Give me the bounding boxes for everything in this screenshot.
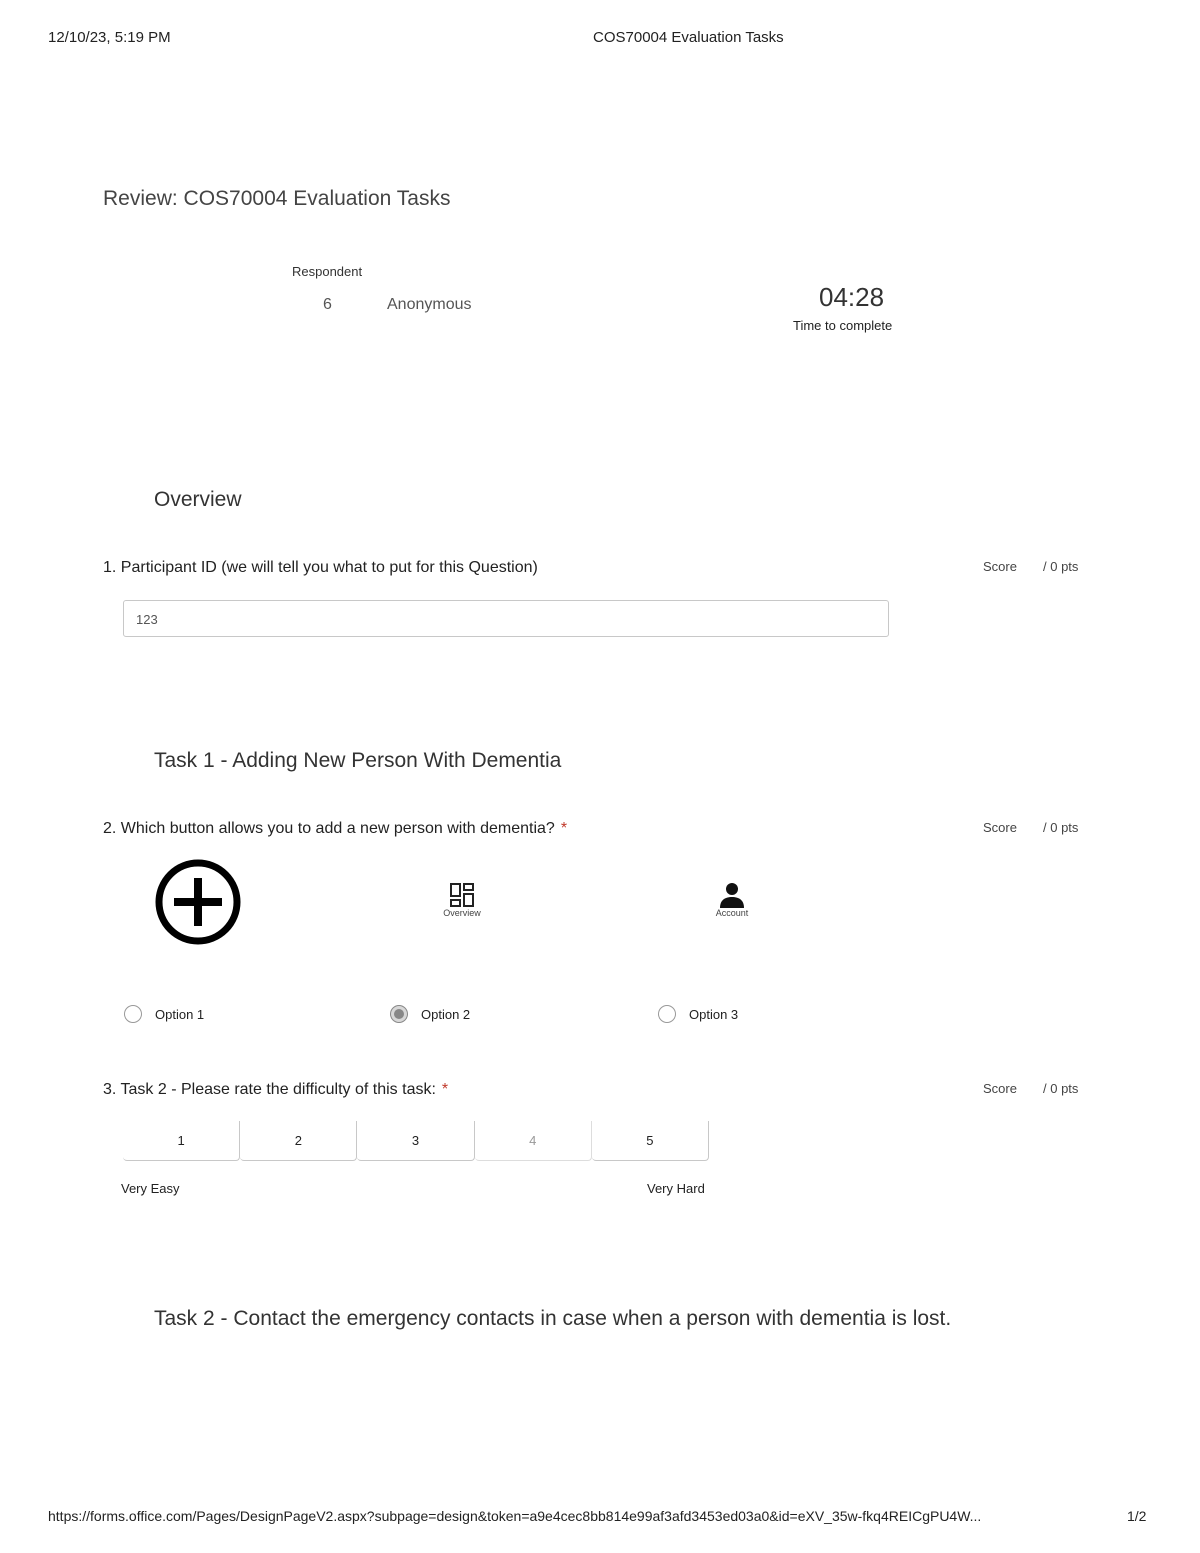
required-mark: * [441, 1081, 449, 1098]
participant-id-field[interactable]: 123 [123, 600, 889, 637]
question-3-points: / 0 pts [1043, 1081, 1079, 1096]
rating-option-2[interactable]: 2 [240, 1121, 357, 1161]
respondent-label: Respondent [292, 264, 363, 279]
print-datetime: 12/10/23, 5:19 PM [48, 29, 171, 46]
question-2-score-label: Score [983, 820, 1017, 835]
time-to-complete-label: Time to complete [793, 318, 893, 333]
option-1-label: Option 1 [155, 1006, 205, 1022]
print-page-number: 1/2 [1127, 1508, 1147, 1524]
option-2-radio[interactable] [390, 1005, 408, 1023]
rating-option-1[interactable]: 1 [123, 1121, 240, 1161]
overview-grid-icon [449, 882, 475, 908]
option-2-label: Option 2 [421, 1006, 471, 1022]
rating-option-5[interactable]: 5 [592, 1121, 709, 1161]
rating-low-label: Very Easy [121, 1181, 180, 1196]
respondent-number: 6 [323, 296, 332, 313]
rating-option-3[interactable]: 3 [357, 1121, 474, 1161]
question-3-text [103, 1081, 448, 1099]
time-to-complete-value: 04:28 [819, 282, 885, 312]
option-1[interactable] [124, 1005, 204, 1023]
option-3-radio[interactable] [658, 1005, 676, 1023]
option-3-label: Option 3 [689, 1006, 739, 1022]
option-3[interactable] [658, 1005, 738, 1023]
section-overview: Overview [154, 488, 242, 511]
question-2-points: / 0 pts [1043, 820, 1079, 835]
question-1-score-label: Score [983, 559, 1017, 574]
print-url: https://forms.office.com/Pages/DesignPageV2.aspx?subpage=design&token=a9e4cec8bb814e99af3afd3453ed03a0&id=eXV_35w-fkq4REICgPU4W... [48, 1508, 982, 1524]
account-image [702, 882, 762, 918]
question-1-points: / 0 pts [1043, 559, 1079, 574]
account-caption: Account [715, 908, 749, 918]
option-1-radio[interactable] [124, 1005, 142, 1023]
question-2-text [103, 820, 567, 838]
question-2-label: 2. Which button allows you to add a new person with dementia? [103, 820, 555, 837]
overview-image [432, 882, 492, 918]
difficulty-rating-scale [123, 1121, 709, 1161]
overview-caption: Overview [443, 908, 481, 918]
account-person-icon [719, 882, 745, 908]
option-2[interactable] [390, 1005, 470, 1023]
question-1-text: 1. Participant ID (we will tell you what to put for this Question) [103, 559, 538, 576]
print-doc-title: COS70004 Evaluation Tasks [593, 29, 784, 46]
add-circle-icon [154, 858, 242, 946]
section-task-1: Task 1 - Adding New Person With Dementia [154, 749, 562, 772]
respondent-name: Anonymous [387, 296, 472, 313]
question-3-score-label: Score [983, 1081, 1017, 1096]
section-task-2: Task 2 - Contact the emergency contacts in case when a person with dementia is lost. [154, 1307, 952, 1330]
page-title: Review: COS70004 Evaluation Tasks [103, 187, 451, 210]
rating-high-label: Very Hard [647, 1181, 705, 1196]
rating-option-4[interactable]: 4 [475, 1121, 592, 1161]
question-3-label: 3. Task 2 - Please rate the difficulty of this task: [103, 1081, 436, 1098]
required-mark: * [560, 820, 568, 837]
